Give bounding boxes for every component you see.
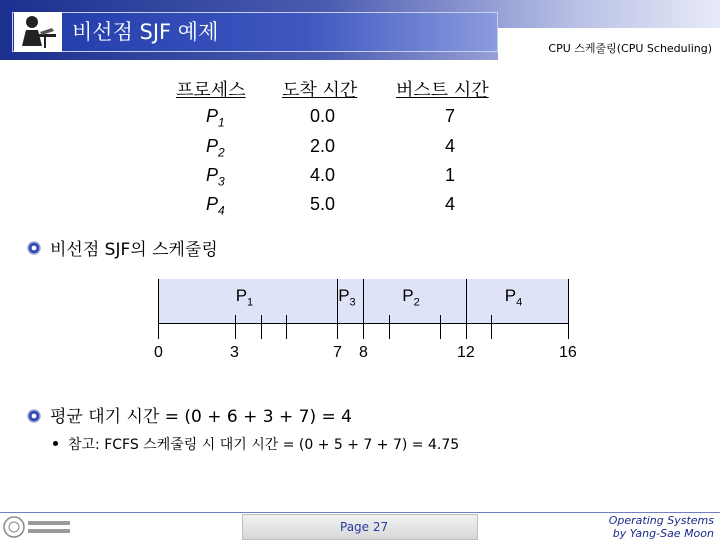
gantt-segment-label: $P_3$ — [338, 286, 356, 309]
table-row-burst: 4 — [445, 194, 456, 214]
gantt-tick — [491, 315, 492, 339]
table-row-burst: 1 — [445, 165, 456, 185]
gantt-time-label: 12 — [457, 344, 475, 361]
sub-bullet-dot — [53, 441, 58, 446]
gantt-tick — [440, 315, 441, 339]
gantt-tick — [235, 315, 236, 339]
bullet-icon — [27, 240, 41, 254]
table-row-process: $P_4$ — [206, 194, 225, 218]
gantt-divider — [568, 279, 569, 339]
credit-line-1: Operating Systems — [608, 514, 714, 527]
schedule-label: 비선점 SJF의 스케줄링 — [50, 240, 218, 260]
col-header-process: 프로세스 — [176, 80, 246, 101]
gantt-tick — [286, 315, 287, 339]
table-row-process: $P_3$ — [206, 165, 225, 189]
gantt-time-label: 3 — [230, 344, 239, 361]
footer-divider — [0, 512, 720, 513]
gantt-segment-label: $P_1$ — [235, 286, 254, 309]
credit-line-2: by Yang-Sae Moon — [612, 527, 714, 540]
gantt-tick — [389, 315, 390, 339]
table-row-process: $P_1$ — [206, 106, 225, 130]
gantt-segment-label: $P_4$ — [504, 286, 523, 309]
table-row-arrival: 4.0 — [310, 165, 336, 185]
university-logo-icon — [2, 515, 74, 539]
fcfs-note: 참고: FCFS 스케줄링 시 대기 시간 = (0 + 5 + 7 + 7) = 4.75 — [68, 437, 460, 453]
gantt-tick — [261, 315, 262, 339]
table-row-arrival: 2.0 — [310, 136, 336, 156]
table-row-arrival: 0.0 — [310, 106, 336, 126]
gantt-segment-label: $P_2$ — [402, 286, 420, 309]
gantt-divider — [158, 279, 159, 339]
gantt-divider — [466, 279, 467, 339]
footer-credit — [609, 514, 714, 540]
table-row-process: $P_2$ — [206, 136, 225, 160]
gantt-divider — [363, 279, 364, 339]
col-header-arrival: 도착 시간 — [282, 80, 358, 101]
gantt-time-label: 16 — [559, 344, 577, 361]
gantt-divider — [337, 279, 338, 339]
average-wait-text: 평균 대기 시간 = (0 + 6 + 3 + 7) = 4 — [50, 407, 352, 427]
page-number: Page 27 — [340, 520, 389, 534]
gantt-time-label: 8 — [359, 344, 368, 361]
bullet-icon — [27, 408, 41, 422]
page-title: 비선점 SJF 예제 — [72, 20, 219, 44]
table-row-burst: 7 — [445, 106, 456, 126]
section-subtitle: CPU 스케줄링(CPU Scheduling) — [548, 42, 712, 55]
gantt-time-label: 7 — [333, 344, 342, 361]
table-row-arrival: 5.0 — [310, 194, 336, 214]
teacher-logo-icon — [14, 12, 62, 52]
gantt-time-label: 0 — [154, 344, 163, 361]
col-header-burst: 버스트 시간 — [396, 80, 489, 101]
table-row-burst: 4 — [445, 136, 456, 156]
